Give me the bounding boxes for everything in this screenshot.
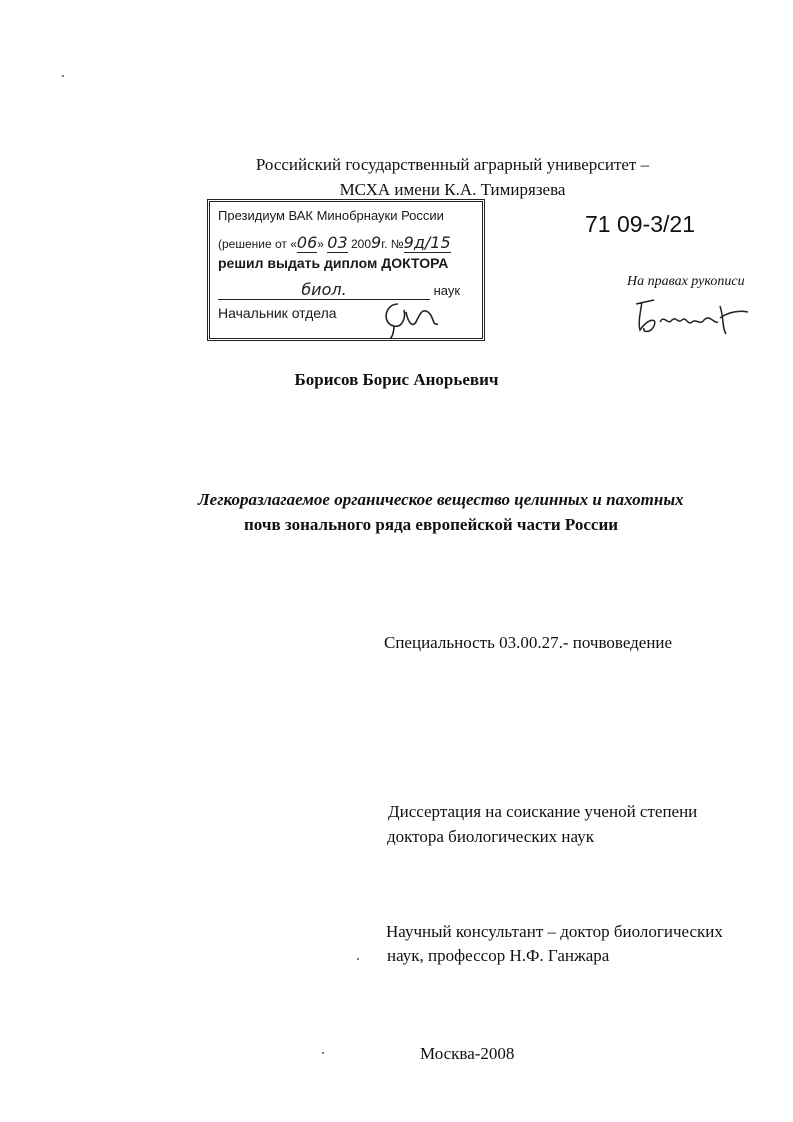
- stamp-decision-prefix: (решение от «: [218, 237, 297, 251]
- degree-line1: Диссертация на соискание ученой степени: [388, 802, 698, 821]
- author-name: Борисов Борис Анорьевич: [294, 370, 499, 389]
- stamp-science-handwritten: биол.: [301, 280, 347, 299]
- university-name-line1: Российский государственный аграрный университет –: [255, 155, 650, 174]
- stamp-decision-day: 06: [296, 233, 318, 252]
- author-signature-icon: [628, 296, 758, 340]
- stamp-head-line: Начальник отдела: [218, 305, 337, 321]
- stamp-decision-line: [218, 233, 451, 253]
- dissertation-title-line1: Легкоразлагаемое органическое вещество целинных и пахотных: [198, 490, 684, 509]
- stamp-award-line: решил выдать диплом ДОКТОРА: [218, 255, 449, 271]
- dissertation-title-line2: почв зонального ряда европейской части России: [244, 515, 619, 534]
- scan-speck: [357, 958, 359, 960]
- stamp-science-line: [218, 280, 460, 300]
- vak-stamp: [207, 199, 485, 341]
- consultant-line1: Научный консультант – доктор биологических: [386, 922, 723, 941]
- stamp-decision-mid: »: [317, 237, 324, 251]
- stamp-decision-year-digit: 9: [371, 233, 382, 252]
- stamp-decision-number: 9д/15: [403, 233, 451, 252]
- consultant-line2: наук, профессор Н.Ф. Ганжара: [387, 946, 610, 965]
- scan-speck: [322, 1052, 324, 1054]
- stamp-signature-icon: [376, 298, 446, 340]
- stamp-presidium-line: Президиум ВАК Минобрнауки России: [218, 208, 444, 223]
- stamp-science-suffix: наук: [433, 283, 461, 298]
- document-number: 71 09-3/21: [585, 211, 695, 237]
- city-year: Москва-2008: [420, 1044, 515, 1063]
- degree-line2: доктора биологических наук: [387, 827, 594, 846]
- stamp-decision-number-prefix: г. №: [381, 237, 404, 251]
- university-name-line2: МСХА имени К.А. Тимирязева: [339, 180, 566, 199]
- stamp-decision-year-prefix: 200: [351, 237, 372, 251]
- manuscript-rights-note: На правах рукописи: [627, 274, 745, 289]
- stamp-decision-month: 03: [327, 233, 348, 252]
- scan-speck: [62, 75, 64, 77]
- specialty: Специальность 03.00.27.- почвоведение: [384, 633, 673, 652]
